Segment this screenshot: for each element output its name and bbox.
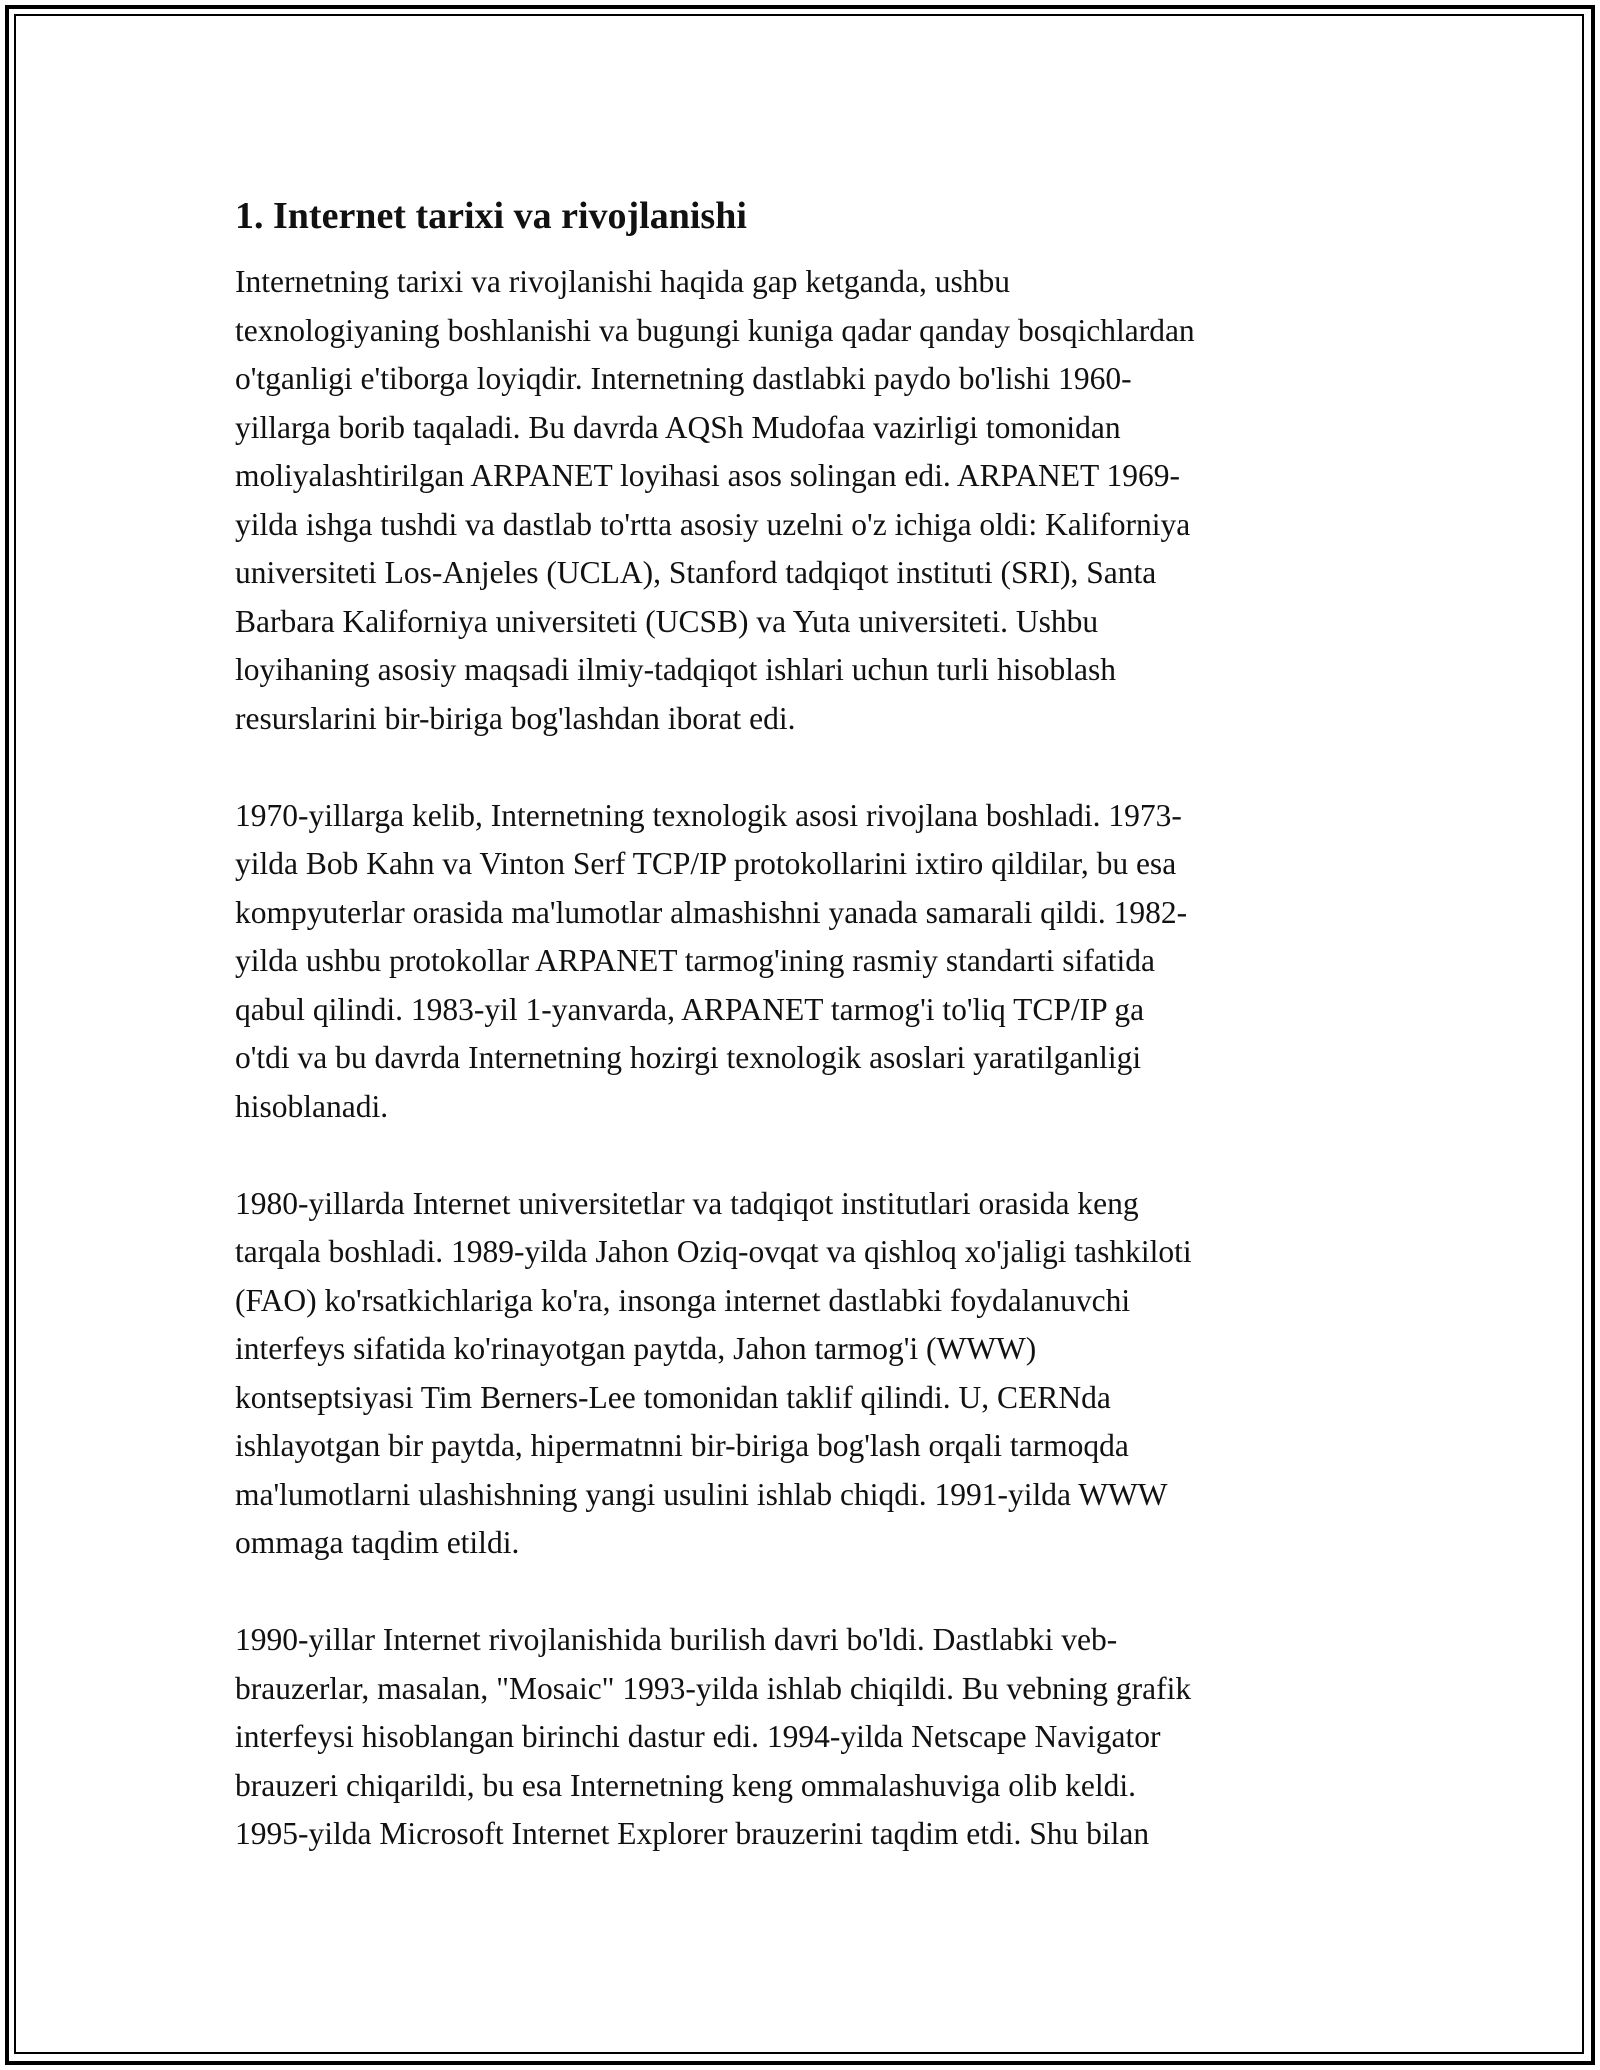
text-line: moliyalashtirilgan ARPANET loyihasi asos solingan edi. ARPANET 1969-: [235, 458, 1181, 493]
text-line: yilda ushbu protokollar ARPANET tarmog'ining rasmiy standarti sifatida: [235, 943, 1155, 978]
text-line: kompyuterlar orasida ma'lumotlar almashishni yanada samarali qildi. 1982-: [235, 894, 1188, 930]
section-heading: 1. Internet tarixi va rivojlanishi: [235, 195, 747, 237]
paragraph-1: [235, 258, 1365, 743]
text-line: resurslarini bir-biriga bog'lashdan iborat edi.: [235, 700, 796, 736]
text-line: kontseptsiyasi Tim Berners-Lee tomonidan taklif qilindi. U, CERNda: [235, 1379, 1111, 1415]
text-line: interfeysi hisoblangan birinchi dastur edi. 1994-yilda Netscape Navigator: [235, 1719, 1161, 1754]
text-line: qabul qilindi. 1983-yil 1-yanvarda, ARPANET tarmog'i to'liq TCP/IP ga: [235, 991, 1145, 1027]
text-line: 1970-yillarga kelib, Internetning texnologik asosi rivojlana boshladi. 1973-: [235, 797, 1182, 833]
text-line: Internetning tarixi va rivojlanishi haqida gap ketganda, ushbu: [235, 264, 1011, 299]
text-line: ommaga taqdim etildi.: [235, 1525, 520, 1560]
text-line: brauzerlar, masalan, "Mosaic" 1993-yilda ishlab chiqildi. Bu vebning grafik: [235, 1670, 1192, 1706]
text-line: interfeys sifatida ko'rinayotgan paytda, Jahon tarmog'i (WWW): [235, 1331, 1037, 1366]
text-line: brauzeri chiqarildi, bu esa Internetning keng ommalashuviga olib keldi.: [235, 1767, 1136, 1803]
paragraph-2: [235, 792, 1365, 1132]
text-line: yillarga borib taqaladi. Bu davrda AQSh Mudofaa vazirligi tomonidan: [235, 409, 1121, 445]
text-line: ma'lumotlarni ulashishning yangi usulini ishlab chiqdi. 1991-yilda WWW: [235, 1476, 1168, 1512]
text-line: universiteti Los-Anjeles (UCLA), Stanford tadqiqot instituti (SRI), Santa: [235, 555, 1157, 590]
text-line: Barbara Kaliforniya universiteti (UCSB) va Yuta universiteti. Ushbu: [235, 603, 1099, 639]
text-line: 1995-yilda Microsoft Internet Explorer brauzerini taqdim etdi. Shu bilan: [235, 1816, 1150, 1851]
text-line: tarqala boshladi. 1989-yilda Jahon Oziq-ovqat va qishloq xo'jaligi tashkiloti: [235, 1234, 1192, 1269]
text-line: 1990-yillar Internet rivojlanishida burilish davri bo'ldi. Dastlabki veb-: [235, 1622, 1118, 1657]
text-line: (FAO) ko'rsatkichlariga ko'ra, insonga internet dastlabki foydalanuvchi: [235, 1282, 1131, 1318]
paragraph-4: [235, 1616, 1365, 1859]
text-line: o'tdi va bu davrda Internetning hozirgi texnologik asoslari yaratilganligi: [235, 1040, 1142, 1075]
text-line: hisoblanadi.: [235, 1088, 389, 1124]
text-line: loyihaning asosiy maqsadi ilmiy-tadqiqot ishlari uchun turli hisoblash: [235, 652, 1117, 687]
paragraph-3: [235, 1180, 1365, 1568]
document-body: [235, 188, 1365, 1907]
text-line: 1980-yillarda Internet universitetlar va tadqiqot institutlari orasida keng: [235, 1185, 1139, 1221]
text-line: yilda Bob Kahn va Vinton Serf TCP/IP protokollarini ixtiro qildilar, bu esa: [235, 846, 1177, 881]
text-line: texnologiyaning boshlanishi va bugungi kuniga qadar qanday bosqichlardan: [235, 312, 1195, 348]
text-line: yilda ishga tushdi va dastlab to'rtta asosiy uzelni o'z ichiga oldi: Kaliforniya: [235, 506, 1191, 542]
text-line: ishlayotgan bir paytda, hipermatnni bir-biriga bog'lash orqali tarmoqda: [235, 1428, 1129, 1463]
text-line: o'tganligi e'tiborga loyiqdir. Internetning dastlabki paydo bo'lishi 1960-: [235, 361, 1132, 396]
